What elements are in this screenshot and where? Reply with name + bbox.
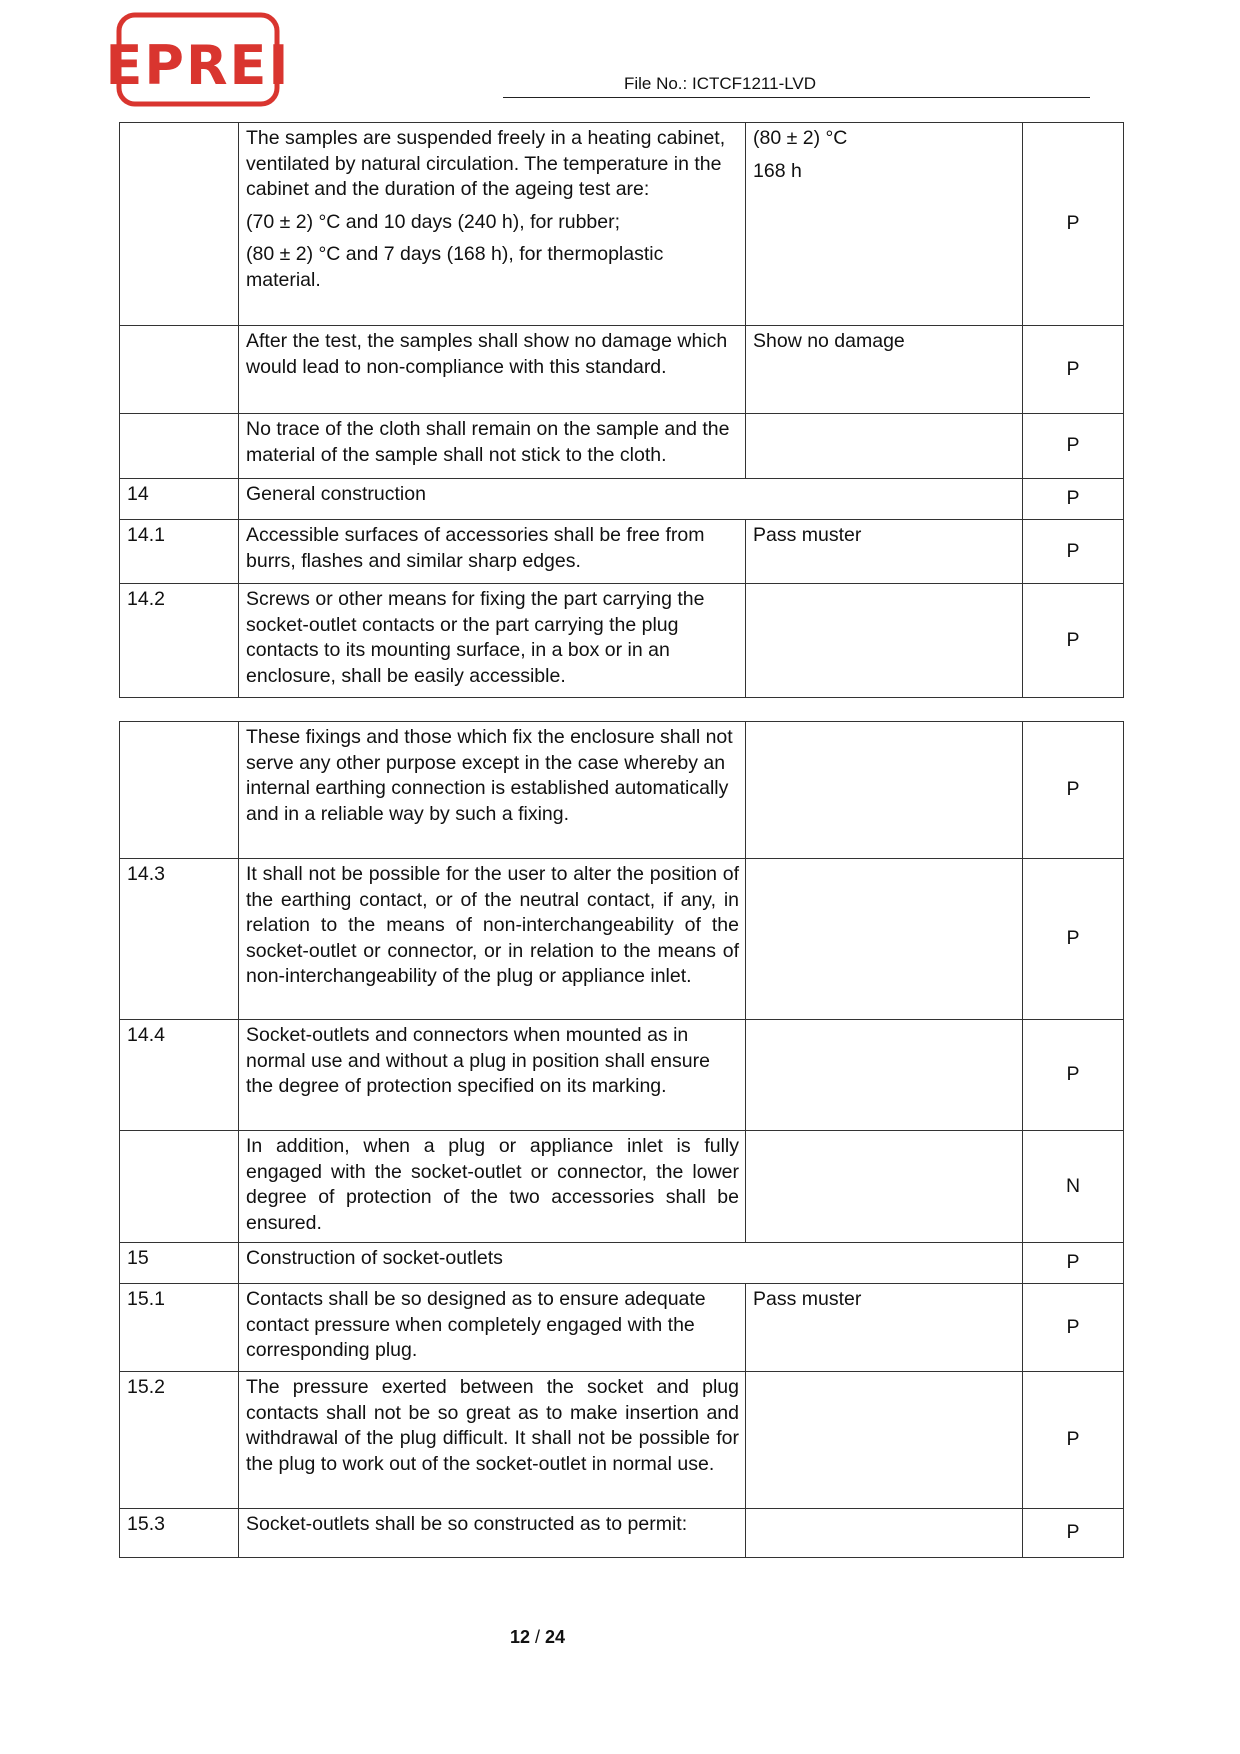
clause-number: 14.2 <box>120 584 239 698</box>
page-current: 12 <box>509 1627 530 1647</box>
verdict: P <box>1023 326 1124 414</box>
result-remark <box>746 1509 1023 1558</box>
verdict: P <box>1023 859 1124 1020</box>
clause-number: 14.1 <box>120 520 239 584</box>
table-row <box>120 123 1124 326</box>
clause-number <box>120 414 239 479</box>
clause-number <box>120 722 239 859</box>
clause-number: 14 <box>120 479 239 520</box>
result-remark <box>746 1372 1023 1509</box>
table-row <box>120 722 1124 859</box>
table-row <box>120 1284 1124 1372</box>
table-row <box>120 1372 1124 1509</box>
file-number: File No.: ICTCF1211-LVD <box>623 74 817 93</box>
section-heading: General construction <box>239 479 1023 520</box>
verdict: P <box>1023 479 1124 520</box>
table-row <box>120 1131 1124 1243</box>
table-row <box>120 1509 1124 1558</box>
logo-wordmark: EPREI <box>105 34 291 97</box>
requirement-text: No trace of the cloth shall remain on the sample and the material of the sample shall not stick to the cloth. <box>239 414 746 479</box>
verdict: P <box>1023 414 1124 479</box>
result-remark: Pass muster <box>746 520 1023 584</box>
table-row <box>120 520 1124 584</box>
result-remark: Show no damage <box>746 326 1023 414</box>
requirement-text: In addition, when a plug or appliance inlet is fully engaged with the socket-outlet or connector, the lower degree of protection of the two accessories shall be ensured. <box>239 1131 746 1243</box>
verdict: N <box>1023 1131 1124 1243</box>
clause-number: 15.3 <box>120 1509 239 1558</box>
section-heading: Construction of socket-outlets <box>239 1243 1023 1284</box>
requirement-text: Screws or other means for fixing the part carrying the socket-outlet contacts or the part carrying the plug contacts to its mounting surface, in a box or in an enclosure, shall be easily accessible. <box>239 584 746 698</box>
clause-number <box>120 1131 239 1243</box>
page-number <box>0 1627 1075 1648</box>
requirement-text: Socket-outlets shall be so constructed as to permit: <box>239 1509 746 1558</box>
clause-number: 14.3 <box>120 859 239 1020</box>
requirement-text: The pressure exerted between the socket and plug contacts shall not be so great as to make insertion and withdrawal of the plug difficult. It shall not be possible for the plug to work out of the socket-outlet in normal use. <box>239 1372 746 1509</box>
table-row <box>120 479 1124 520</box>
company-logo <box>105 12 291 108</box>
table-row <box>120 414 1124 479</box>
verdict: P <box>1023 722 1124 859</box>
result-remark: Pass muster <box>746 1284 1023 1372</box>
table-row <box>120 584 1124 698</box>
clause-number: 14.4 <box>120 1020 239 1131</box>
verdict: P <box>1023 1020 1124 1131</box>
table-row <box>120 326 1124 414</box>
clause-number <box>120 123 239 326</box>
result-remark <box>746 1020 1023 1131</box>
page-total: 24 <box>545 1627 566 1647</box>
result-remark <box>746 1131 1023 1243</box>
clause-table-2 <box>119 721 1124 1558</box>
verdict: P <box>1023 1509 1124 1558</box>
table-row <box>120 1020 1124 1131</box>
requirement-text: Accessible surfaces of accessories shall be free from burrs, flashes and similar sharp edges. <box>239 520 746 584</box>
result-remark: (80 ± 2) °C 168 h <box>746 123 1023 326</box>
verdict: P <box>1023 123 1124 326</box>
result-remark <box>746 722 1023 859</box>
clause-number: 15.1 <box>120 1284 239 1372</box>
clause-table-1 <box>119 122 1124 698</box>
clause-number: 15 <box>120 1243 239 1284</box>
requirement-text: It shall not be possible for the user to alter the position of the earthing contact, or of the neutral contact, if any, in relation to the means of non-interchangeability of the socket-outlet or connector, or in relation to the means of non-interchangeability of the plug or appliance inlet. <box>239 859 746 1020</box>
requirement-text: The samples are suspended freely in a heating cabinet, ventilated by natural circulation. The temperature in the cabinet and the duration of the ageing test are: (70 ± 2) °C and 10 days (240 h), for rubber; (80 ± 2) °C and 7 days (168 h), for thermoplastic material. <box>239 123 746 326</box>
verdict: P <box>1023 1243 1124 1284</box>
requirement-text: After the test, the samples shall show no damage which would lead to non-compliance with this standard. <box>239 326 746 414</box>
result-remark <box>746 414 1023 479</box>
requirement-text: Contacts shall be so designed as to ensure adequate contact pressure when completely engaged with the corresponding plug. <box>239 1284 746 1372</box>
header-rule <box>503 97 1090 98</box>
table-row <box>120 1243 1124 1284</box>
verdict: P <box>1023 1372 1124 1509</box>
requirement-text: These fixings and those which fix the enclosure shall not serve any other purpose except in the case whereby an internal earthing connection is established automatically and in a reliable way by such a fixing. <box>239 722 746 859</box>
page-separator: / <box>534 1627 540 1647</box>
requirement-text: Socket-outlets and connectors when mounted as in normal use and without a plug in position shall ensure the degree of protection specified on its marking. <box>239 1020 746 1131</box>
verdict: P <box>1023 584 1124 698</box>
clause-number <box>120 326 239 414</box>
verdict: P <box>1023 520 1124 584</box>
table-row <box>120 859 1124 1020</box>
result-remark <box>746 859 1023 1020</box>
result-remark <box>746 584 1023 698</box>
clause-number: 15.2 <box>120 1372 239 1509</box>
verdict: P <box>1023 1284 1124 1372</box>
